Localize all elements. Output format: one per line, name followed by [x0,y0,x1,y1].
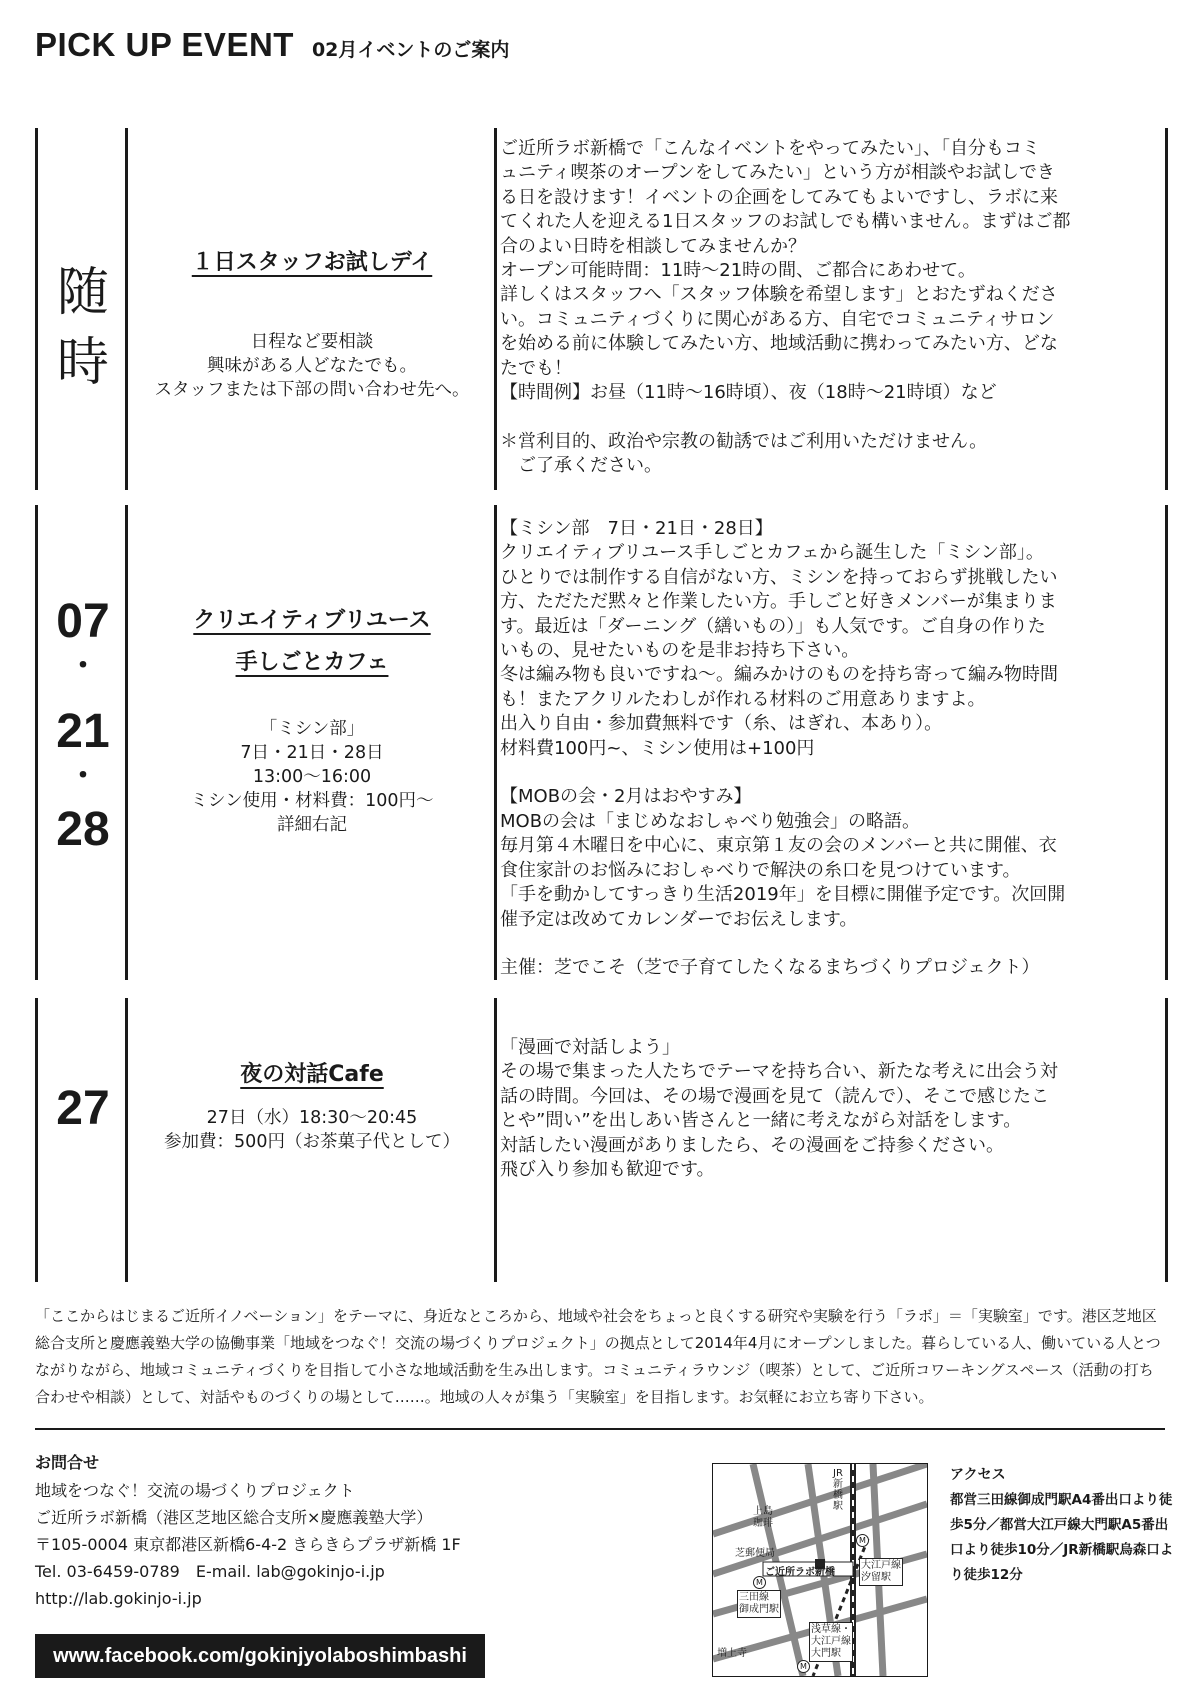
event-date-line: 07 [56,595,110,648]
page-subtitle: 02月イベントのご案内 [311,39,510,61]
contact-line: 地域をつなぐ！交流の場づくりプロジェクト [35,1481,355,1500]
divider [125,128,128,490]
divider [35,998,38,1282]
map-label-coffee: 上島 珈琲 [753,1506,773,1529]
event-date-line: 28 [56,803,110,856]
divider [1165,505,1168,980]
map-label-jr: JR新橋駅 [833,1468,843,1512]
event-body: 【ミシン部 7日・21日・28日】 クリエイティブリユース手しごとカフェから誕生した「ミシン部」。 ひとりでは制作する自信がない方、ミシンを持っておらず挑戦したい 方、ただただ黙々と作業したい方。手しごと好きメンバーが集まりま す。最近は「ダーニング（繕いもの）」も人気です。ご自身の作りた いもの、見せたいものを是非お持ち下さい。 冬は編み物も良いですね〜。編みかけのものを持ち寄って編み物時間 も！またアクリルたわしが作れる材料のご用意ありますよ。 出入り自由・参加費無料です（糸、はぎれ、本あり）。 材料費100円~、ミシン使用は+100円 【MOBの会・2月はおやすみ】 MOBの会は「まじめなおしゃべり勉強会」の略語。 毎月第４木曜日を中心に、東京第１友の会のメンバーと共に開催、衣 食住家計のお悩みにおしゃべりで解決の糸口を見つけています。 「手を動かしてすっきり生活2019年」を目標に開催予定です。次回開 催予定は改めてカレンダーでお伝えします。 主催：芝でこそ（芝で子育てしたくなるまちづくりプロジェクト） [500,518,1066,979]
event-date: 27 [56,1082,110,1135]
event-date-line: 21 [56,705,110,758]
event-date: 随 時 [56,263,109,393]
divider [1165,998,1168,1282]
divider [35,128,38,490]
divider [494,128,497,490]
metro-icon: M [856,1534,869,1547]
intro-paragraph: 「ここからはじまるご近所イノベーション」をテーマに、身近なところから、地域や社会をちょっと良くする研究や実験を行う「ラボ」＝「実験室」です。港区芝地区総合支所と慶應義塾大学の協働事業「地域をつなぐ！交流の場づくりプロジェクト」の拠点として2014年4月にオープンしました。暮らしている人、働いている人とつながりながら、地域コミュニティづくりを目指して小さな地域活動を生み出します。コミュニティラウンジ（喫茶）として、ご近所コワーキングスペース（活動の打ち合わせや相談）として、対話やものづくりの場として……。地域の人々が集う「実験室」を目指します。お気軽にお立ち寄り下さい。 [35,1307,1161,1406]
map-label-post: 芝郵便局 [735,1548,775,1559]
contact-address: 〒105-0004 東京都港区新橋6-4-2 きらきらプラザ新橋 1F [35,1535,461,1554]
map-label-temple: 増上寺 [717,1648,747,1659]
access-text: 都営三田線御成門駅A4番出口より徒歩5分／都営大江戸線大門駅A5番出口より徒歩10分／JR新橋駅烏森口より徒歩12分 [950,1492,1174,1583]
contact-url[interactable]: http://lab.gokinjo-i.jp [35,1589,202,1608]
map-label-mita: 三田線 御成門駅 [737,1590,781,1618]
event-body: 「漫画で対話しよう」 その場で集まった人たちでテーマを持ち合い、新たな考えに出会う対 話の時間。今回は、その場で漫画を見て（読んで）、そこで感じたこ とや”問い”を出しあい皆さんと一緒に考えながら対話をします。 対話したい漫画がありましたら、その漫画をご持参ください。 飛び入り参加も歓迎です。 [500,1037,1058,1181]
event-title: 夜の対話Cafe [240,1062,384,1087]
contact-line: ご近所ラボ新橋（港区芝地区総合支所×慶應義塾大学） [35,1508,433,1527]
access-map [712,1463,928,1677]
divider [1165,128,1168,490]
facebook-link[interactable]: www.facebook.com/gokinjyolaboshimbashi [35,1634,485,1678]
event-meta: 27日（水）18:30〜20:45 参加費：500円（お茶菓子代として） [164,1108,460,1152]
metro-icon: M [753,1576,766,1589]
access-block [950,1463,1175,1588]
event-body: ご近所ラボ新橋で「こんなイベントをやってみたい」、「自分もコミ ュニティ喫茶のオープンをしてみたい」という方が相談やお試しでき る日を設けます！イベントの企画をしてみてもよいですし、ラボに来 てくれた人を迎える1日スタッフのお試しでも構いません。まずはご都 合のよい日時を相談してみませんか？ オープン可能時間：11時〜21時の間、ご都合にあわせて。 詳しくはスタッフへ「スタッフ体験を希望します」とおたずねくださ い。コミュニティづくりに関心がある方、自宅でコミュニティサロン を始める前に体験してみたい方、地域活動に携わってみたい方、どな たでも！ 【時間例】お昼（11時〜16時頃）、夜（18時〜21時頃）など ＊営利目的、政治や宗教の勧誘ではご利用いただけません。 ご了承ください。 [500,138,1071,477]
map-label-oedo-shiodome: 大江戸線 汐留駅 [859,1558,903,1586]
event-title: クリエイティブリユース 手しごとカフェ [193,608,431,675]
contact-heading: お問合せ [35,1453,100,1472]
map-label-lab: ご近所ラボ新橋 [765,1567,835,1578]
event-meta: 「ミシン部」 7日・21日・28日 13:00〜16:00 ミシン使用・材料費：100円〜 詳細右記 [190,719,434,835]
section-divider [35,1428,1165,1430]
contact-block [35,1450,461,1612]
metro-icon: M [797,1660,810,1673]
page-header [35,26,509,64]
page-title: PICK UP EVENT [35,26,294,63]
event-date-dot: ・ [68,760,98,793]
event-title: １日スタッフお試しデイ [191,250,433,275]
event-date-dot: ・ [68,650,98,683]
access-heading: アクセス [950,1467,1006,1483]
map-label-asakusa: 浅草線・ 大江戸線 大門駅 [809,1622,853,1662]
event-meta: 日程など要相談 興味がある人どなたでも。 スタッフまたは下部の問い合わせ先へ。 [154,332,470,400]
contact-tel-email[interactable]: Tel. 03-6459-0789 E-mail. lab@gokinjo-i.jp [35,1562,385,1581]
